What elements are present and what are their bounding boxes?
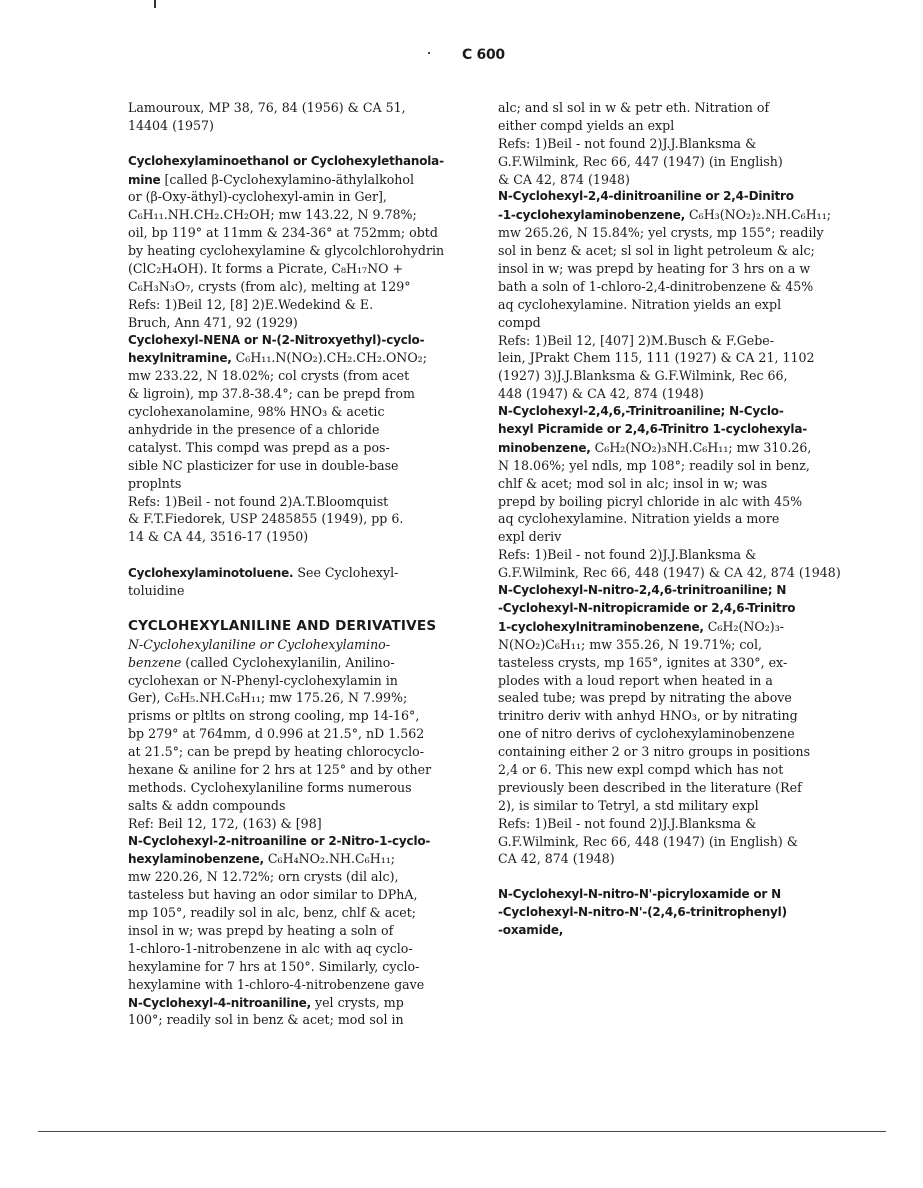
text-line: cyclohexanolamine, 98% HNO₃ & acetic [128,404,385,420]
text-line: 100°; readily sol in benz & acet; mod sol in [128,1012,404,1028]
text-line: N-Cyclohexylaniline or Cyclohexylamino- [128,636,391,652]
text-line: insol in w; was prepd by heating a soln of [128,922,394,938]
entry-heading-line: N-Cyclohexyl-2,4,6,-Trinitroaniline; N-Cyclo- [498,404,784,419]
text-line: chlf & acet; mod sol in alc; insol in w; was [498,475,768,491]
text-line: (ClC₂H₄OH). It forms a Picrate, C₈H₁₇NO + [128,261,404,277]
text-line: hexylnitramine, C₆H₁₁.N(NO₂).CH₂.CH₂.ONO₂; [128,350,427,366]
text-line: plodes with a loud report when heated in a [498,672,773,688]
text-line: 2,4 or 6. This new expl compd which has not [498,761,784,777]
text-line: mine [called β-Cyclohexylamino-äthylalkohol [128,171,415,187]
entry-heading-line: hexyl Picramide or 2,4,6-Trinitro 1-cyclohexyla- [498,422,808,437]
entry-heading-line: -Cyclohexyl-N-nitro-N'-(2,4,6-trinitrophenyl) [498,905,787,920]
text-line: mw 220.26, N 12.72%; orn crysts (dil alc), [128,869,399,885]
text-line: sol in benz & acet; sl sol in light petroleum & alc; [498,243,815,259]
text-line: Refs: 1)Beil 12, [407] 2)M.Busch & F.Gebe- [498,332,774,348]
text-line: minobenzene, C₆H₂(NO₂)₃NH.C₆H₁₁; mw 310.26, [498,439,812,455]
text-line: G.F.Wilmink, Rec 66, 448 (1947) (in English) & [498,833,799,849]
text-line: Ref: Beil 12, 172, (163) & [98] [128,815,322,831]
text-line: tasteless crysts, mp 165°, ignites at 330°, ex- [498,654,788,670]
text-line: C₆H₁₁.NH.CH₂.CH₂OH; mw 143.22, N 9.78%; [128,207,417,223]
text-line: by heating cyclohexylamine & glycolchlorohydrin [128,243,445,259]
text-line: G.F.Wilmink, Rec 66, 447 (1947) (in English) [498,153,783,169]
right-column [498,99,841,940]
text-line: Cyclohexylaminotoluene. See Cyclohexyl- [128,565,399,581]
entry-heading-line: N-Cyclohexyl-2,4-dinitroaniline or 2,4-Dinitro [498,189,794,204]
text-line: lein, JPrakt Chem 115, 111 (1927) & CA 21, 1102 [498,350,815,366]
text-line: previously been described in the literature (Ref [498,779,802,795]
text-line: cyclohexan or N-Phenyl-cyclohexylamin in [128,672,398,688]
text-line: Refs: 1)Beil - not found 2)A.T.Bloomquist [128,493,389,509]
text-line: or (β-Oxy-äthyl)-cyclohexyl-amin in Ger], [128,189,387,205]
text-line: mp 105°, readily sol in alc, benz, chlf & acet; [128,905,417,921]
entry-heading-line: -oxamide, [498,922,564,937]
text-line: toluidine [128,583,185,599]
entry-heading-line: CYCLOHEXYLANILINE AND DERIVATIVES [128,617,437,634]
text-line: 1-cyclohexylnitraminobenzene, C₆H₂(NO₂)₃- [498,618,784,634]
text-line: 14 & CA 44, 3516-17 (1950) [128,529,309,545]
text-line: 1-chloro-1-nitrobenzene in alc with aq cyclo- [128,940,413,956]
text-line: Lamouroux, MP 38, 76, 84 (1956) & CA 51, [128,100,406,115]
text-line: bath a soln of 1-chloro-2,4-dinitrobenzene & 45% [498,278,814,294]
text-line: 448 (1947) & CA 42, 874 (1948) [498,386,704,402]
entry-heading-line: Cyclohexylaminoethanol or Cyclohexylethanola- [128,153,444,168]
text-line: prisms or pltlts on strong cooling, mp 14-16°, [128,708,420,724]
page-number: C 600 [462,47,505,63]
text-line: 2), is similar to Tetryl, a std military expl [498,797,759,813]
text-line: & F.T.Fiedorek, USP 2485855 (1949), pp 6. [128,511,404,527]
blank-line [128,546,460,564]
text-line: tasteless but having an odor similar to DPhA, [128,887,418,903]
text-line: Refs: 1)Beil - not found 2)J.J.Blanksma & [498,547,757,563]
text-line: & ligroin), mp 37.8-38.4°; can be prepd from [128,386,415,402]
entry-heading-line: N-Cyclohexyl-2-nitroaniline or 2-Nitro-1-cyclo- [128,833,431,848]
text-line: Ger), C₆H₅.NH.C₆H₁₁; mw 175.26, N 7.99%; [128,690,408,706]
text-line: G.F.Wilmink, Rec 66, 448 (1947) & CA 42, 874 (1948) [498,565,841,581]
entry-heading-line: N-Cyclohexyl-N-nitro-N'-picryloxamide or N [498,887,781,902]
text-line: hexylaminobenzene, C₆H₄NO₂.NH.C₆H₁₁; [128,851,396,867]
blank-line [498,868,838,886]
text-line: expl deriv [498,529,562,545]
footer-rule [38,1131,886,1132]
text-line: prepd by boiling picryl chloride in alc with 45% [498,493,803,509]
text-line: methods. Cyclohexylaniline forms numerous [128,779,412,795]
text-line: insol in w; was prepd by heating for 3 hrs on a w [498,261,811,277]
text-line: hexylamine with 1-chloro-4-nitrobenzene gave [128,976,425,992]
blank-line [128,135,460,153]
scan-speck [428,52,430,54]
text-line: Bruch, Ann 471, 92 (1929) [128,314,298,330]
text-line: -1-cyclohexylaminobenzene, C₆H₃(NO₂)₂.NH.C₆H₁₁; [498,207,832,223]
text-line: anhydride in the presence of a chloride [128,422,380,438]
text-line: benzene (called Cyclohexylanilin, Anilino- [128,654,395,670]
left-column [128,99,460,1029]
entry-heading-line: -Cyclohexyl-N-nitropicramide or 2,4,6-Trinitro [498,600,796,615]
text-line: one of nitro derivs of cyclohexylaminobenzene [498,726,795,742]
text-line: compd [498,314,541,330]
text-line: Refs: 1)Beil - not found 2)J.J.Blanksma & [498,815,757,831]
text-line: bp 279° at 764mm, d 0.996 at 21.5°, nD 1.562 [128,726,425,742]
text-line: aq cyclohexylamine. Nitration yields a more [498,511,780,527]
text-line: mw 265.26, N 15.84%; yel crysts, mp 155°; readily [498,225,824,241]
text-line: CA 42, 874 (1948) [498,851,615,867]
text-line: hexane & aniline for 2 hrs at 125° and by other [128,761,432,777]
text-line: oil, bp 119° at 11mm & 234-36° at 752mm; obtd [128,225,438,241]
text-line: alc; and sl sol in w & petr eth. Nitration of [498,100,770,115]
text-line: (1927) 3)J.J.Blanksma & G.F.Wilmink, Rec 66, [498,368,788,384]
text-line: sealed tube; was prepd by nitrating the above [498,690,792,706]
text-line: either compd yields an expl [498,117,675,133]
text-line: at 21.5°; can be prepd by heating chlorocyclo- [128,744,424,760]
text-line: aq cyclohexylamine. Nitration yields an expl [498,296,782,312]
blank-line [128,600,460,618]
text-line: Refs: 1)Beil - not found 2)J.J.Blanksma & [498,135,757,151]
text-line: hexylamine for 7 hrs at 150°. Similarly, cyclo- [128,958,420,974]
text-line: mw 233.22, N 18.02%; col crysts (from acet [128,368,410,384]
text-line: N(NO₂)C₆H₁₁; mw 355.26, N 19.71%; col, [498,636,763,652]
text-line: N-Cyclohexyl-4-nitroaniline, yel crysts, mp [128,994,404,1010]
text-line: trinitro deriv with anhyd HNO₃, or by nitrating [498,708,798,724]
text-line: C₆H₃N₃O₇, crysts (from alc), melting at 129° [128,278,411,294]
text-line: & CA 42, 874 (1948) [498,171,630,187]
text-line: salts & addn compounds [128,797,286,813]
entry-heading-line: Cyclohexyl-NENA or N-(2-Nitroxyethyl)-cyclo- [128,332,425,347]
text-line: catalyst. This compd was prepd as a pos- [128,439,390,455]
margin-mark [154,0,156,8]
text-line: containing either 2 or 3 nitro groups in positions [498,744,811,760]
text-line: Refs: 1)Beil 12, [8] 2)E.Wedekind & E. [128,296,374,312]
text-line: sible NC plasticizer for use in double-base [128,457,399,473]
text-line: 14404 (1957) [128,117,214,133]
entry-heading-line: N-Cyclohexyl-N-nitro-2,4,6-trinitroaniline; N [498,583,787,598]
text-line: proplnts [128,475,182,491]
text-line: N 18.06%; yel ndls, mp 108°; readily sol in benz, [498,457,810,473]
